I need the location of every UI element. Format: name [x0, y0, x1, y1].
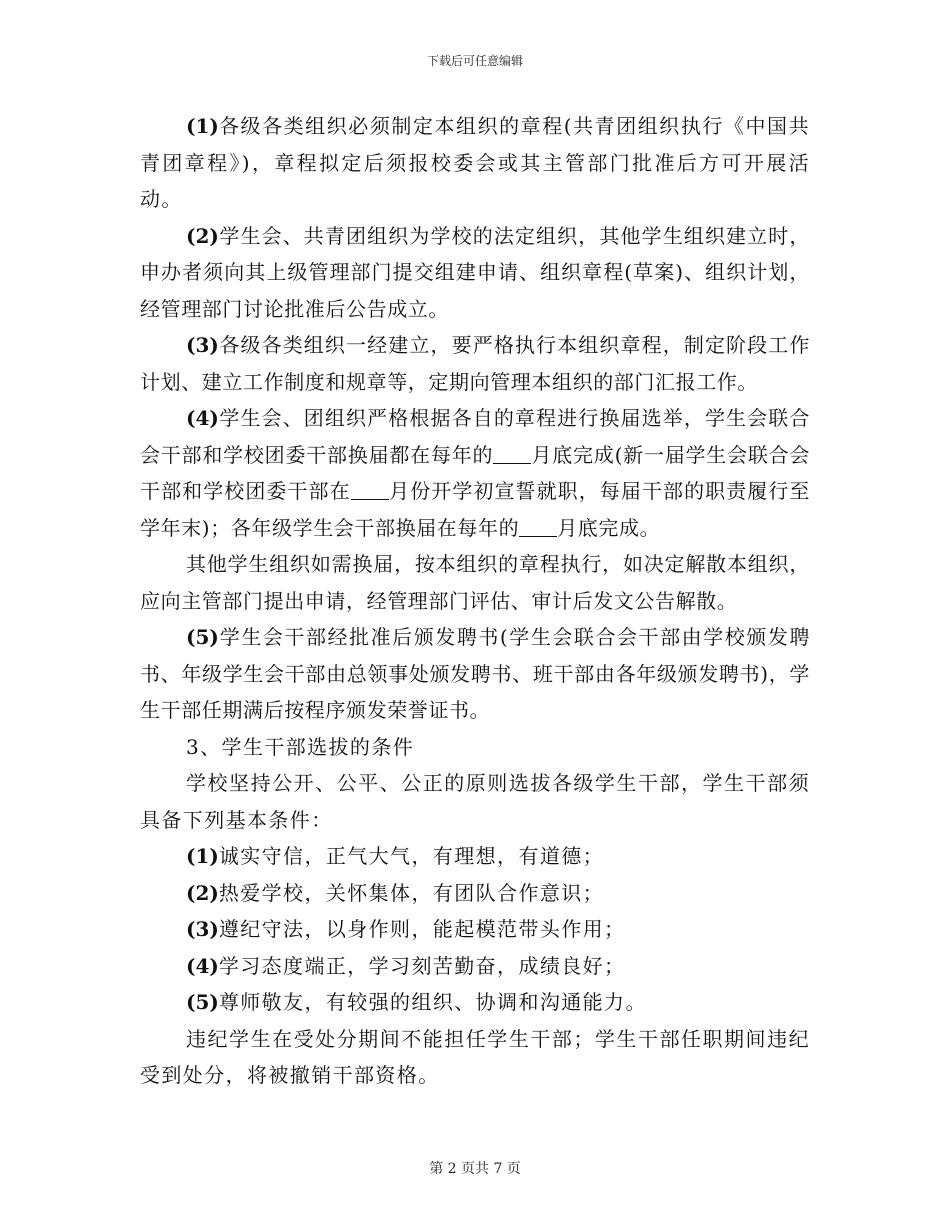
paragraph-text-a: 学生会、团组织严格根据各自的章程进行换届选举，学生会联合会干部和学校团委干部换届都在每年的: [140, 406, 810, 467]
item-number: (5): [186, 990, 219, 1014]
paragraph-4: [140, 400, 810, 546]
paragraph-1: [140, 108, 810, 218]
condition-4: [140, 948, 810, 985]
paragraph-5: 其他学生组织如需换届，按本组织的章程执行，如决定解散本组织，应向主管部门提出申请，经管理部门评估、审计后发文公告解散。: [140, 552, 810, 613]
item-number: (3): [186, 333, 219, 357]
paragraph-text: 学生会干部经批准后颁发聘书(学生会联合会干部由学校颁发聘书、年级学生会干部由总领事处颁发聘书、班干部由各年级颁发聘书)，学生干部任期满后按程序颁发荣誉证书。: [140, 625, 810, 722]
item-number: (5): [186, 625, 219, 649]
page-header: 下载后可任意编辑: [426, 54, 523, 68]
fill-in-blank: [519, 516, 557, 537]
paragraph-3: [140, 327, 810, 400]
paragraph-9: 违纪学生在受处分期间不能担任学生干部；学生干部任职期间违纪受到处分，将被撤销干部资格。: [140, 1026, 810, 1087]
fill-in-blank: [493, 443, 531, 464]
paragraph-6: [140, 619, 810, 729]
paragraph-text: 学生会、共青团组织为学校的法定组织，其他学生组织建立时，申办者须向其上级管理部门提交组建申请、组织章程(草案)、组织计划，经管理部门讨论批准后公告成立。: [140, 223, 810, 321]
condition-5: [140, 984, 810, 1021]
paragraph-text: 各级各类组织必须制定本组织的章程(共青团组织执行《中国共青团章程》)，章程拟定后须报校委会或其主管部门批准后方可开展活动。: [140, 114, 810, 211]
item-number: (4): [186, 953, 219, 978]
condition-text: 遵纪守法，以身作则，能起模范带头作用；: [218, 917, 626, 941]
paragraph-text: 各级各类组织一经建立，要严格执行本组织章程，制定阶段工作计划、建立工作制度和规章等，定期向管理本组织的部门汇报工作。: [140, 333, 810, 394]
item-number: (3): [186, 917, 219, 941]
item-number: (1): [186, 844, 219, 868]
condition-1: [140, 838, 810, 875]
paragraph-text-b: 月底完成(新一届学生会联合会干部和学校团委干部在: [140, 442, 811, 503]
section-heading: 3、学生干部选拔的条件: [186, 734, 415, 759]
item-number: (2): [186, 880, 219, 905]
fill-in-blank: [351, 479, 389, 500]
paragraph-8: 学校坚持公开、公平、公正的原则选拔各级学生干部，学生干部须具备下列基本条件：: [140, 771, 810, 832]
condition-text: 诚实守信，正气大气，有理想，有道德；: [218, 844, 605, 868]
item-number: (2): [186, 223, 219, 248]
paragraph-2: [140, 218, 810, 328]
condition-text: 学习态度端正，学习刻苦勤奋，成绩良好；: [218, 953, 626, 978]
item-number: (4): [186, 406, 219, 430]
condition-3: [140, 911, 810, 948]
document-body: [140, 108, 810, 1094]
condition-text: 尊师敬友，有较强的组织、协调和沟通能力。: [218, 990, 647, 1014]
page-footer: 第 2 页共 7 页: [429, 1161, 521, 1177]
paragraph-text-c: 月份开学初宣誓就职，每届干部的职责履行至学年末)；各年级学生会干部换届在每年的: [140, 479, 811, 540]
condition-2: [140, 875, 810, 912]
paragraph-text-d: 月底完成。: [557, 515, 661, 540]
condition-text: 热爱学校，关怀集体，有团队合作意识；: [218, 880, 605, 905]
item-number: (1): [186, 114, 219, 138]
